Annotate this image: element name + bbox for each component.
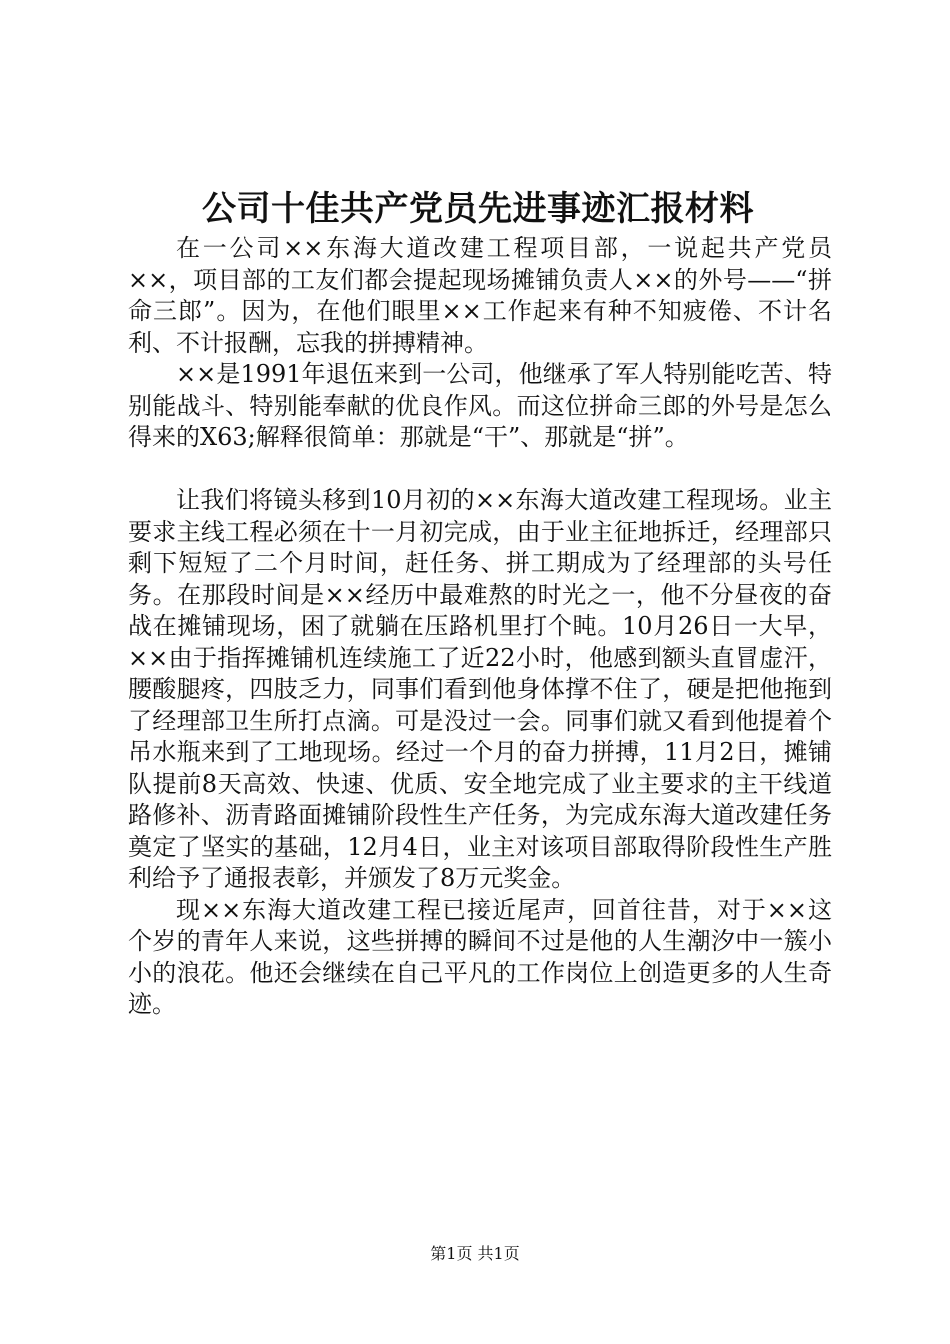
page-footer: 第1页 共1页 xyxy=(430,1244,520,1263)
document-title: 公司十佳共产党员先进事迹汇报材料 xyxy=(202,189,754,229)
paragraph-deeds: 让我们将镜头移到10月初的××东海大道改建工程现场。业主要求主线工程必须在十一月初完成，由于业主征地拆迁，经理部只剩下短短了二个月时间，赶任务、拼工期成为了经理部的头号任务。在那段时间是××经历中最难熬的时光之一，他不分昼夜的奋战在摊铺现场，困了就躺在压路机里打个盹。10月26日一大早，××由于指挥摊铺机连续施工了近22小时，他感到额头直冒虚汗，腰酸腿疼，四肢乏力，同事们看到他身体撑不住了，硬是把他拖到了经理部卫生所打点滴。可是没过一会。同事们就又看到他提着个吊水瓶来到了工地现场。经过一个月的奋力拼搏，11月2日，摊铺队提前8天高效、快速、优质、安全地完成了业主要求的主干线道路修补、沥青路面摊铺阶段性生产任务，为完成东海大道改建任务奠定了坚实的基础，12月4日，业主对该项目部取得阶段性生产胜利给予了通报表彰，并颁发了8万元奖金。 xyxy=(128,486,832,892)
document-body xyxy=(128,233,832,1021)
paragraph-conclusion: 现××东海大道改建工程已接近尾声，回首往昔，对于××这个岁的青年人来说，这些拼搏的瞬间不过是他的人生潮汐中一簇小小的浪花。他还会继续在自己平凡的工作岗位上创造更多的人生奇迹。 xyxy=(128,895,832,1018)
paragraph-intro: 在一公司××东海大道改建工程项目部，一说起共产党员××，项目部的工友们都会提起现场摊铺负责人××的外号——“拼命三郎”。因为，在他们眼里××工作起来有种不知疲倦、不计名利、不计报酬，忘我的拼搏精神。 xyxy=(128,234,832,357)
paragraph-background: ××是1991年退伍来到一公司，他继承了军人特别能吃苦、特别能战斗、特别能奉献的优良作风。而这位拼命三郎的外号是怎么得来的X63;解释很简单：那就是“干”、那就是“拼”。 xyxy=(128,360,832,451)
